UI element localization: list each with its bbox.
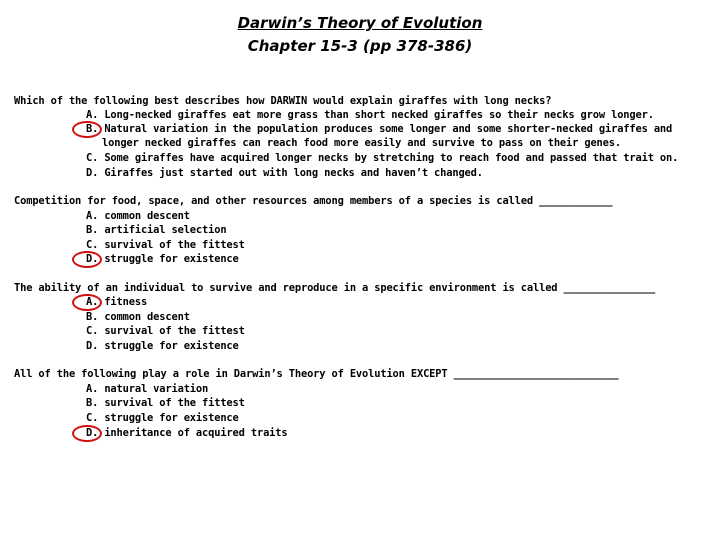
question-1-option-c: C. Some giraffes have acquired longer necks by stretching to reach food and passed that trait on. — [86, 152, 679, 164]
question-4-option-a: A. natural variation — [86, 383, 209, 395]
question-1-option-b-continued: longer necked giraffes can reach food more easily and survive to pass on their genes. — [102, 137, 621, 149]
question-2-prompt: Competition for food, space, and other resources among members of a species is called ____________ — [14, 195, 613, 207]
question-4-prompt: All of the following play a role in Darwin’s Theory of Evolution EXCEPT ___________________________ — [14, 368, 619, 380]
page-title: Darwin’s Theory of Evolution — [237, 14, 483, 32]
question-2-option-b: B. artificial selection — [86, 224, 227, 236]
question-1-prompt: Which of the following best describes how DARWIN would explain giraffes with long necks? — [14, 95, 552, 107]
question-3-option-a: A. fitness — [86, 296, 148, 308]
question-4-option-d: D. inheritance of acquired traits — [86, 427, 288, 439]
question-3-prompt: The ability of an individual to survive and reproduce in a specific environment is called _______________ — [14, 282, 656, 294]
question-3-option-b: B. common descent — [86, 311, 190, 323]
question-4-option-b: B. survival of the fittest — [86, 397, 245, 409]
question-2-option-a: A. common descent — [86, 210, 190, 222]
question-2-option-c: C. survival of the fittest — [86, 239, 245, 251]
question-1-option-b: B. Natural variation in the population produces some longer and some shorter-necked giraffes and — [86, 123, 673, 135]
question-1-option-a: A. Long-necked giraffes eat more grass than short necked giraffes so their necks grow longer. — [86, 109, 654, 121]
chapter-subtitle: Chapter 15-3 (pp 378-386) — [247, 37, 473, 55]
question-2-option-d: D. struggle for existence — [86, 253, 239, 265]
question-3-option-d: D. struggle for existence — [86, 340, 239, 352]
question-4-option-c: C. struggle for existence — [86, 412, 239, 424]
question-3-option-c: C. survival of the fittest — [86, 325, 245, 337]
question-1-option-d: D. Giraffes just started out with long necks and haven’t changed. — [86, 167, 483, 179]
